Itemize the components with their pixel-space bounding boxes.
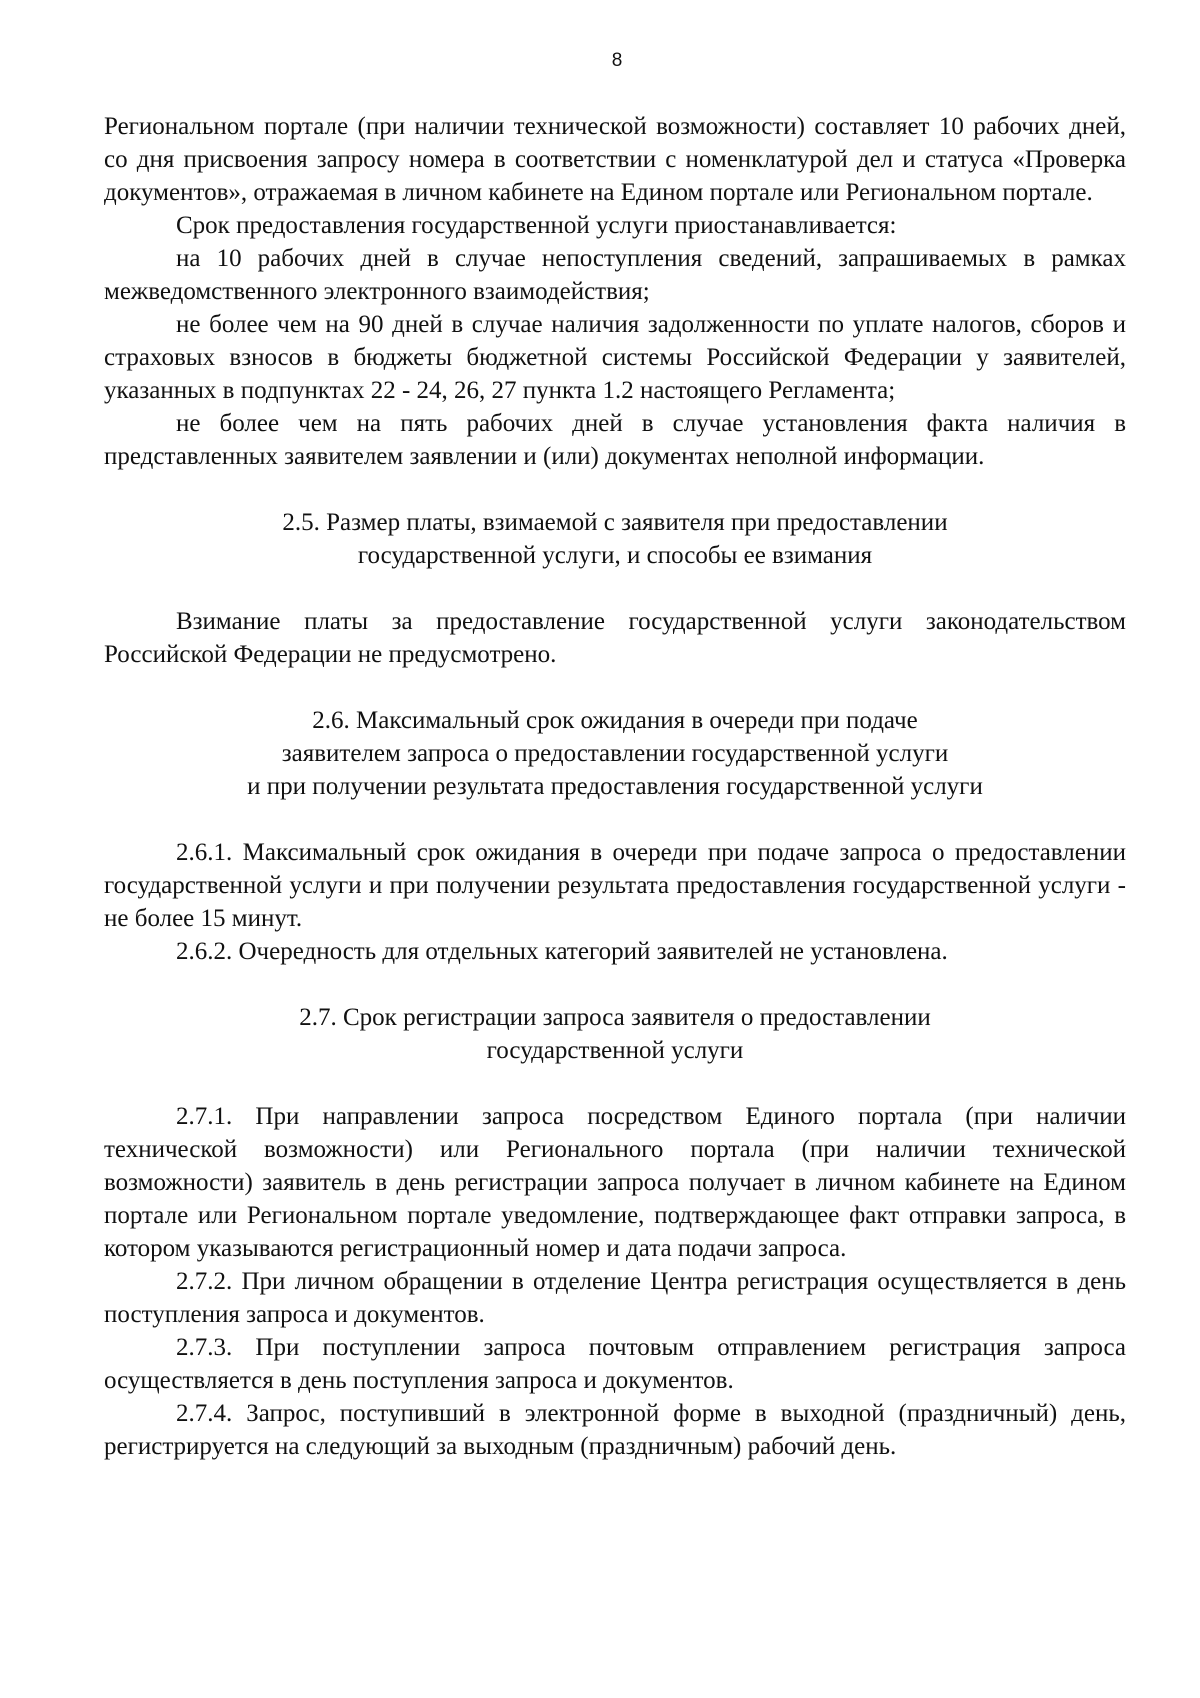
section-heading-2-5-line1: 2.5. Размер платы, взимаемой с заявителя при предоставлении bbox=[282, 509, 948, 536]
section-heading-2-5-line2: государственной услуги, и способы ее взимания bbox=[357, 542, 873, 569]
document-body bbox=[104, 110, 1126, 1463]
paragraph: не более чем на 90 дней в случае наличия задолженности по уплате налогов, сборов и страховых взносов в бюджеты бюджетной системы Российской Федерации у заявителей, указанных в подпунктах 22 - 24, 26, 27 пункта 1.2 настоящего Регламента; bbox=[104, 311, 1126, 404]
section-heading-2-7-line2: государственной услуги bbox=[486, 1037, 744, 1064]
paragraph: 2.7.1. При направлении запроса посредством Единого портала (при наличии технической возможности) или Регионального портала (при наличии технической возможности) заявитель в день регистрации запроса получает в личном кабинете на Едином портале или Региональном портале уведомление, подтверждающее факт отправки запроса, в котором указываются регистрационный номер и дата подачи запроса. bbox=[104, 1103, 1126, 1262]
section-heading-2-6-line3: и при получении результата предоставления государственной услуги bbox=[247, 773, 983, 800]
section-heading-2-6-line1: 2.6. Максимальный срок ожидания в очереди при подаче bbox=[312, 707, 918, 734]
paragraph: 2.7.4. Запрос, поступивший в электронной форме в выходной (праздничный) день, регистрируется на следующий за выходным (праздничным) рабочий день. bbox=[104, 1400, 1126, 1460]
paragraph: 2.6.1. Максимальный срок ожидания в очереди при подаче запроса о предоставлении государственной услуги и при получении результата предоставления государственной услуги - не более 15 минут. bbox=[104, 839, 1126, 932]
page-number: 8 bbox=[611, 50, 623, 71]
paragraph: Срок предоставления государственной услуги приостанавливается: bbox=[176, 212, 897, 239]
paragraph: 2.6.2. Очередность для отдельных категорий заявителей не установлена. bbox=[176, 938, 948, 965]
section-heading-2-7-line1: 2.7. Срок регистрации запроса заявителя о предоставлении bbox=[299, 1004, 931, 1031]
paragraph: Взимание платы за предоставление государственной услуги законодательством Российской Федерации не предусмотрено. bbox=[104, 608, 1126, 668]
section-heading-2-6-line2: заявителем запроса о предоставлении государственной услуги bbox=[281, 740, 949, 767]
paragraph: не более чем на пять рабочих дней в случае установления факта наличия в представленных заявителем заявлении и (или) документах неполной информации. bbox=[104, 410, 1126, 470]
paragraph: на 10 рабочих дней в случае непоступления сведений, запрашиваемых в рамках межведомственного электронного взаимодействия; bbox=[104, 245, 1126, 305]
paragraph: 2.7.2. При личном обращении в отделение Центра регистрация осуществляется в день поступления запроса и документов. bbox=[104, 1268, 1126, 1328]
paragraph: 2.7.3. При поступлении запроса почтовым отправлением регистрация запроса осуществляется в день поступления запроса и документов. bbox=[104, 1334, 1126, 1394]
paragraph: Региональном портале (при наличии технической возможности) составляет 10 рабочих дней, со дня присвоения запросу номера в соответствии с номенклатурой дел и статуса «Проверка документов», отражаемая в личном кабинете на Едином портале или Региональном портале. bbox=[104, 113, 1126, 206]
